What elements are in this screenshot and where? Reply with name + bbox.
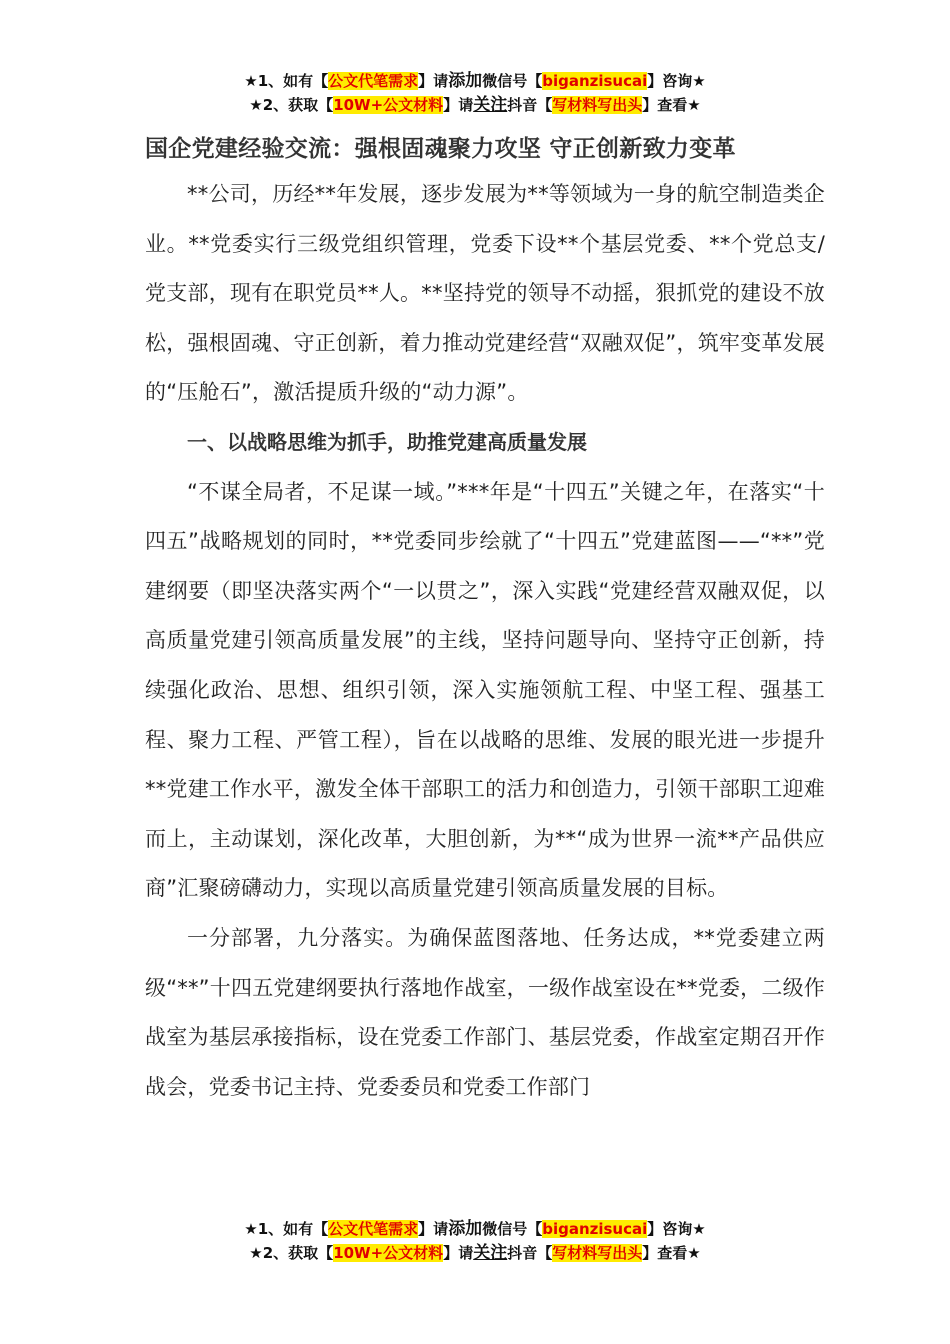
ad-highlight-materials: 10W+公文材料 — [333, 96, 444, 114]
footer-ad-line-1 — [0, 1218, 950, 1240]
ad-text: 】咨询★ — [647, 72, 706, 90]
ad-highlight-service: 公文代笔需求 — [328, 1220, 419, 1238]
ad-highlight-douyin: 写材料写出头 — [552, 96, 643, 114]
ad-highlight-wechat: biganzisucai — [542, 1220, 648, 1238]
paragraph-implementation: 一分部署，九分落实。为确保蓝图落地、任务达成，**党委建立两级“**”十四五党建纲要执行落地作战室，一级作战室设在**党委，二级作战室为基层承接指标，设在党委工作部门、基层党委，作战室定期召开作战会，党委书记主持、党委委员和党委工作部门 — [145, 925, 825, 1099]
ad-highlight-materials: 10W+公文材料 — [333, 1244, 444, 1262]
ad-emphasis: 关注 — [473, 95, 508, 115]
ad-text: 】咨询★ — [647, 1220, 706, 1238]
ad-text: 】请 — [418, 72, 449, 90]
document-title: 国企党建经验交流：强根固魂聚力攻坚 守正创新致力变革 — [145, 136, 736, 162]
header-ad-line-1 — [0, 70, 950, 92]
ad-text: 】查看★ — [642, 96, 701, 114]
ad-text: 抖音【 — [507, 96, 553, 114]
footer-ad-line-2 — [0, 1242, 950, 1264]
header-ad-line-2 — [0, 94, 950, 116]
paragraph-strategy: “不谋全局者，不足谋一域。”***年是“十四五”关键之年，在落实“十四五”战略规划的同时，**党委同步绘就了“十四五”党建蓝图——“**”党建纲要（即坚决落实两个“一以贯之”，深入实践“党建经营双融双促，以高质量党建引领高质量发展”的主线，坚持问题导向、坚持守正创新，持续强化政治、思想、组织引领，深入实施领航工程、中坚工程、强基工程、聚力工程、严管工程），旨在以战略的思维、发展的眼光进一步提升**党建工作水平，激发全体干部职工的活力和创造力，引领干部职工迎难而上，主动谋划，深化改革，大胆创新，为**“成为世界一流**产品供应商”汇聚磅礴动力，实现以高质量党建引领高质量发展的目标。 — [145, 479, 825, 901]
ad-text: ★1、如有【 — [244, 1220, 329, 1238]
ad-text: 】查看★ — [642, 1244, 701, 1262]
ad-emphasis: 添加 — [448, 1219, 483, 1239]
ad-text: ★2、获取【 — [249, 1244, 334, 1262]
document-body — [145, 170, 825, 1112]
ad-text: 】请 — [418, 1220, 449, 1238]
ad-highlight-service: 公文代笔需求 — [328, 72, 419, 90]
ad-emphasis: 添加 — [448, 71, 483, 91]
ad-text: ★2、获取【 — [249, 96, 334, 114]
ad-text: ★1、如有【 — [244, 72, 329, 90]
ad-text: 抖音【 — [507, 1244, 553, 1262]
ad-text: 】请 — [443, 96, 474, 114]
ad-text: 】请 — [443, 1244, 474, 1262]
ad-highlight-wechat: biganzisucai — [542, 72, 648, 90]
ad-emphasis: 关注 — [473, 1243, 508, 1263]
paragraph-intro: **公司，历经**年发展，逐步发展为**等领域为一身的航空制造类企业。**党委实行三级党组织管理，党委下设**个基层党委、**个党总支/党支部，现有在职党员**人。**坚持党的领导不动摇，狠抓党的建设不放松，强根固魂、守正创新，着力推动党建经营“双融双促”，筑牢变革发展的“压舱石”，激活提质升级的“动力源”。 — [145, 182, 825, 405]
ad-text: 微信号【 — [482, 72, 543, 90]
section-heading-1: 一、以战略思维为抓手，助推党建高质量发展 — [187, 429, 587, 454]
ad-text: 微信号【 — [482, 1220, 543, 1238]
ad-highlight-douyin: 写材料写出头 — [552, 1244, 643, 1262]
